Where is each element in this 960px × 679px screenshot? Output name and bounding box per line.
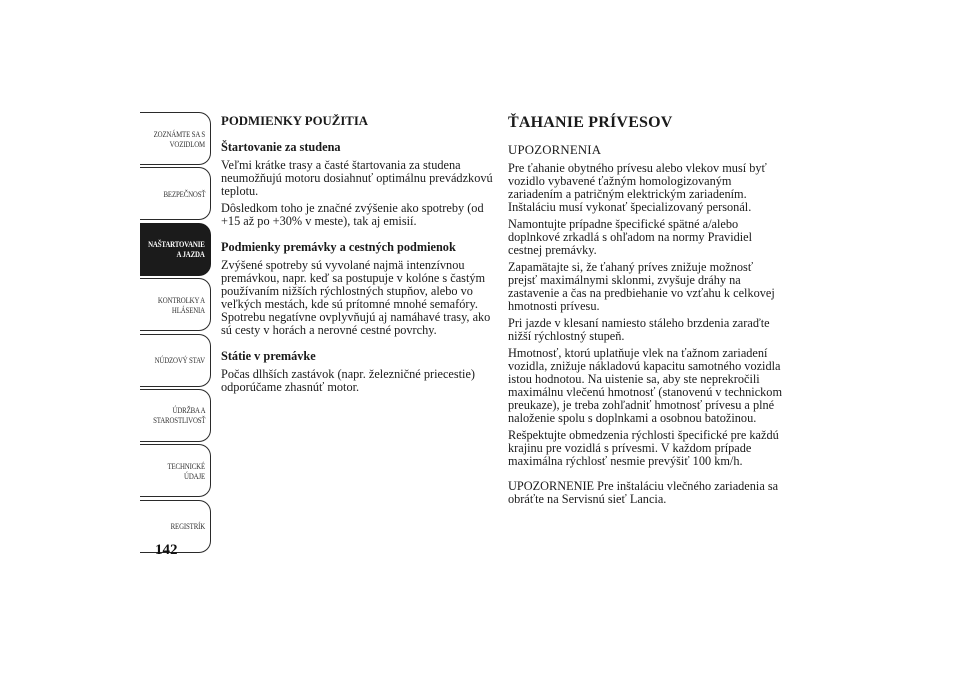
tab-label: ZOZNÁMTE SA S VOZIDLOM (153, 128, 205, 149)
tab-udrzba-a-starostlivost[interactable] (140, 389, 211, 442)
tab-label: NÚDZOVÝ STAV (154, 355, 205, 366)
tab-bezpecnost[interactable] (140, 167, 211, 220)
paragraph: Rešpektujte obmedzenia rýchlosti špecifické pre každú krajinu pre vozidlá s prívesmi. V každom prípade maximálna rýchlosť nesmie prevýšiť 100 km/h. (508, 428, 779, 468)
paragraph: Veľmi krátke trasy a časté štartovania za studena neumožňujú motoru dosiahnuť optimálnu prevádzkovú teplotu. (221, 158, 493, 198)
tab-label: KONTROLKY A HLÁSENIA (157, 294, 205, 315)
subheading-traffic-conditions: Podmienky premávky a cestných podmienok (221, 240, 456, 254)
tab-label: ÚDRŽBA A STAROSTLIVOSŤ (152, 405, 206, 426)
warnings-heading: UPOZORNENIA (508, 143, 602, 157)
paragraph: Hmotnosť, ktorú uplatňuje vlek na ťažnom zariadení vozidla, znižuje nákladovú kapacitu samotného vozidla istou hodnotou. Na uistenie sa, aby ste neprekročili maximálnu vlečenú hmotnosť (stanovenú v technickom preukaze), je treba zohľadniť hmotnosť prívesu a plné naloženie spolu s doplnkami a osobnou batožinou. (508, 346, 783, 425)
subheading-cold-start: Štartovanie za studena (221, 140, 341, 154)
chapter-tabs (140, 112, 211, 555)
right-column (508, 114, 784, 510)
tab-label: BEZPEČNOSŤ (163, 188, 205, 199)
tab-zoznamte-sa-s-vozidlom[interactable] (140, 112, 211, 165)
section-heading: PODMIENKY POUŽITIA (221, 114, 369, 128)
tab-kontrolky-a-hlasenia[interactable] (140, 278, 211, 331)
left-column (221, 114, 493, 398)
page-number: 142 (155, 542, 178, 558)
tab-nudzovy-stav[interactable] (140, 334, 211, 387)
tab-nastartovanie-a-jazda[interactable] (140, 223, 211, 276)
paragraph: Dôsledkom toho je značné zvýšenie ako spotreby (od +15 až po +30% v meste), tak aj emisií. (221, 201, 484, 228)
subheading-idling: Státie v premávke (221, 349, 316, 363)
paragraph: Pre ťahanie obytného prívesu alebo vlekov musí byť vozidlo vybavené ťažným homologizovaným zariadením a patričným elektrickým zariadením. Inštaláciu musí vykonať špecializovaný personál. (508, 161, 767, 214)
tab-label: REGISTRÍK (170, 521, 205, 532)
section-title: ŤAHANIE PRÍVESOV (508, 114, 673, 131)
tab-label: NAŠTARTOVANIE A JAZDA (148, 239, 205, 260)
paragraph: Namontujte prípadne špecifické spätné a/alebo doplnkové zrkadlá s ohľadom na normy Pravidiel cestnej premávky. (508, 217, 753, 257)
tab-technicke-udaje[interactable] (140, 444, 211, 497)
warning-note: UPOZORNENIE Pre inštaláciu vlečného zariadenia sa obráťte na Servisnú sieť Lancia. (508, 479, 779, 506)
paragraph: Zvýšené spotreby sú vyvolané najmä intenzívnou premávkou, napr. keď sa postupuje v kolóne s častým používaním nižších rýchlostných stupňov, alebo vo veľkých mestách, kde sú prítomné mnohé semafóry. Spotrebu negatívne ovplyvňujú aj namáhavé trasy, ako sú cesty v horách a nerovné cestné povrchy. (221, 258, 491, 337)
paragraph: Počas dlhších zastávok (napr. železničné priecestie) odporúčame zhasnúť motor. (221, 367, 476, 394)
tab-label: TECHNICKÉ ÚDAJE (167, 460, 205, 481)
paragraph: Pri jazde v klesaní namiesto stáleho brzdenia zaraďte nižší rýchlostný stupeň. (508, 316, 770, 343)
paragraph: Zapamätajte si, že ťahaný príves znižuje možnosť prejsť maximálnymi sklonmi, zvyšuje dráhy na zastavenie a čas na predbiehanie vo vzťahu k celkovej hmotnosti prívesu. (508, 260, 775, 313)
